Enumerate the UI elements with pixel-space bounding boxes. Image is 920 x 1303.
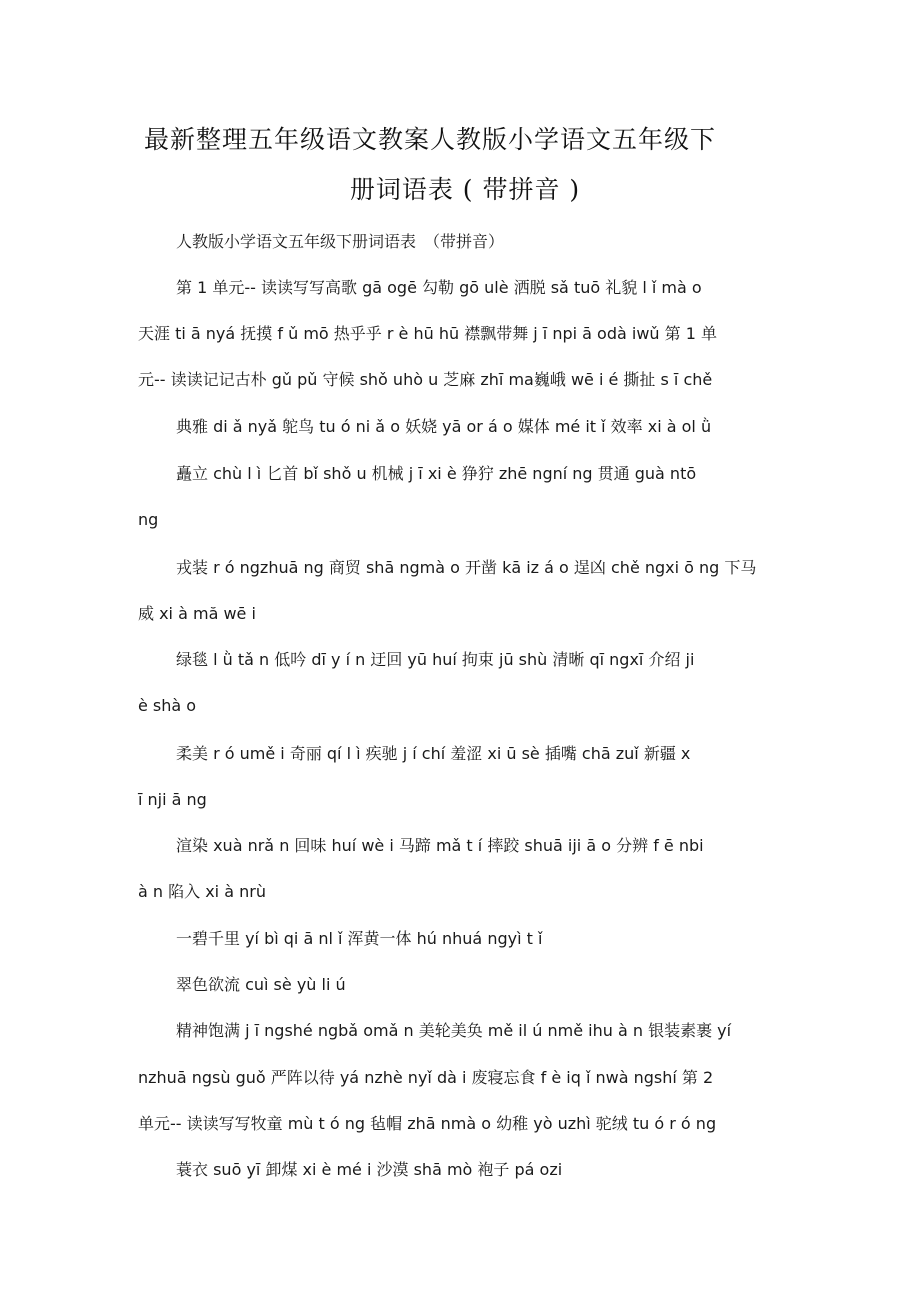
text-line: 威 xi à mă wē i xyxy=(138,604,256,623)
text-line: 矗立 chù l ì 匕首 bǐ shǒ u 机械 j ī xi è 狰狞 zhē ngní ng 贯通 guà ntō xyxy=(176,464,697,483)
text-line: 绿毯 l ǜ tǎ n 低吟 dī y í n 迂回 yū huí 拘束 jū shù 清晰 qī ngxī 介绍 ji xyxy=(176,650,695,669)
text-line: ī nji ā ng xyxy=(138,790,207,809)
text-line: nzhuā ngsù guǒ 严阵以待 yá nzhè nyǐ dà i 废寝忘食 f è iq ǐ nwà ngshí 第 2 xyxy=(138,1068,714,1087)
text-line: 柔美 r ó umě i 奇丽 qí l ì 疾驰 j í chí 羞涩 xi ū sè 插嘴 chā zuǐ 新疆 x xyxy=(176,744,691,763)
text-line: 天涯 ti ā nyá 抚摸 f ǔ mō 热乎乎 r è hū hū 襟飘带舞 j ī npi ā odà iwǔ 第 1 单 xyxy=(138,324,718,343)
text-line: 单元-- 读读写写牧童 mù t ó ng 毡帽 zhā nmà o 幼稚 yò uzhì 驼绒 tu ó r ó ng xyxy=(138,1114,717,1133)
text-line: 一碧千里 yí bì qi ā nl ǐ 浑黄一体 hú nhuá ngyì t ǐ xyxy=(176,929,543,948)
text-line: ng xyxy=(138,510,159,529)
text-line: 精神饱满 j ī ngshé ngbǎ omǎ n 美轮美奂 mě il ú nmě ihu à n 银装素裹 yí xyxy=(176,1021,732,1040)
subtitle-line: 人教版小学语文五年级下册词语表 （带拼音） xyxy=(176,232,505,251)
text-line: 第 1 单元-- 读读写写高歌 gā ogē 勾勒 gō ulè 洒脱 sǎ tuō 礼貌 l ǐ mà o xyxy=(176,278,702,297)
text-line: 渲染 xuà nrǎ n 回味 huí wè i 马蹄 mǎ t í 摔跤 shuā iji ā o 分辨 f ē nbi xyxy=(176,836,704,855)
text-line: 元-- 读读记记古朴 gǔ pǔ 守候 shǒ uhò u 芝麻 zhī ma巍峨 wē i é 撕扯 s ī chě xyxy=(138,370,713,389)
text-line: è shà o xyxy=(138,696,197,715)
text-line: à n 陷入 xi à nrù xyxy=(138,882,266,901)
text-line: 蓑衣 suō yī 卸煤 xi è mé i 沙漠 shā mò 袍子 pá ozi xyxy=(176,1160,563,1179)
text-line: 典雅 di ǎ nyǎ 鸵鸟 tu ó ni ǎ o 妖娆 yā or á o 媒体 mé it ǐ 效率 xi à ol ǜ xyxy=(176,417,712,436)
text-line: 翠色欲流 cuì sè yù li ú xyxy=(176,975,346,994)
text-line: 戎装 r ó ngzhuā ng 商贸 shā ngmà o 开凿 kā iz á o 逞凶 chě ngxi ō ng 下马 xyxy=(176,558,757,577)
document-title-line-1: 最新整理五年级语文教案人教版小学语文五年级下 xyxy=(143,125,716,154)
document-title-line-2: 册词语表 ( 带拼音 ) xyxy=(349,175,581,204)
